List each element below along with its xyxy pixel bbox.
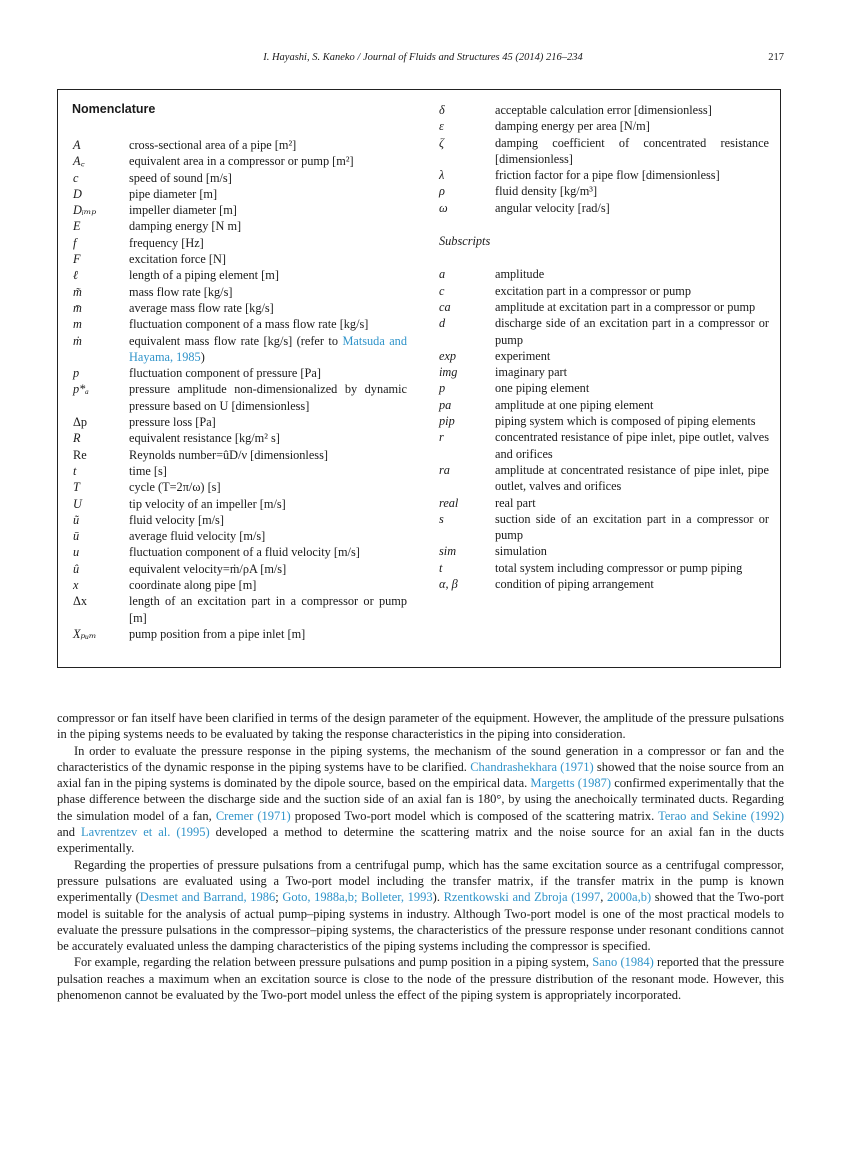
nomenclature-row: c speed of sound [m/s] bbox=[73, 170, 232, 185]
nomenclature-row: Xₚᵤₘ pump position from a pipe inlet [m] bbox=[73, 626, 306, 641]
nomenclature-row: A cross-sectional area of a pipe [m²] bbox=[73, 138, 297, 152]
citation-link[interactable]: Sano (1984) bbox=[592, 955, 654, 970]
page-number: 217 bbox=[768, 52, 784, 63]
subscript-row: d discharge side of an excitation part in a compressor or pump bbox=[439, 316, 769, 347]
greek-row: ε damping energy per area [N/m] bbox=[439, 119, 650, 134]
nomenclature-row: F excitation force [N] bbox=[73, 252, 226, 267]
citation-link[interactable]: Chandrashekhara (1971) bbox=[470, 759, 594, 774]
citation-link[interactable]: 2000a,b) bbox=[607, 890, 652, 905]
subscript-row: ra amplitude at concentrated resistance of pipe inlet, pipe outlet, valves and orifices bbox=[439, 462, 769, 494]
subscript-row: exp experiment bbox=[439, 348, 551, 363]
nomenclature-title: Nomenclature bbox=[72, 102, 156, 116]
nomenclature-row: û equivalent velocity=ṁ/ρA [m/s] bbox=[73, 561, 287, 576]
greek-row: λ friction factor for a pipe flow [dimensionless] bbox=[439, 168, 720, 183]
citation-link[interactable]: Terao and Sekine (1992) bbox=[658, 808, 785, 823]
reference-link[interactable]: Matsuda and Hayama, 1985 bbox=[129, 333, 407, 364]
subscript-row: r concentrated resistance of pipe inlet, pipe outlet, valves and orifices bbox=[439, 430, 769, 461]
greek-row: ω angular velocity [rad/s] bbox=[439, 200, 610, 215]
subscript-row: a amplitude bbox=[439, 267, 545, 282]
nomenclature-row: Δp pressure loss [Pa] bbox=[73, 415, 216, 430]
subscript-row: img imaginary part bbox=[439, 365, 568, 380]
paragraph: For example, regarding the relation between pressure pulsations and pump position in a piping system, Sano (1984) reported that the pressure pulsation reaches a maximum when an excitation source is close to the node of the pressure distribution of the resonant mode. However, this phenomenon cannot be evaluated by the Two-port model unless the effect of the piping system is appropriately incorporated. bbox=[57, 955, 785, 1003]
nomenclature-row: m fluctuation component of a mass flow rate [kg/s] bbox=[73, 317, 369, 332]
nomenclature-row: Re Reynolds number=ûD/ν [dimensionless] bbox=[73, 447, 328, 462]
subscript-row: t total system including compressor or pump piping bbox=[439, 560, 743, 575]
nomenclature-row: ū average fluid velocity [m/s] bbox=[73, 529, 266, 544]
citation-link[interactable]: Desmet and Barrand, 1986 bbox=[139, 890, 276, 905]
nomenclature-row: t time [s] bbox=[73, 463, 167, 478]
running-title: I. Hayashi, S. Kaneko / Journal of Fluids and Structures 45 (2014) 216–234 bbox=[263, 52, 583, 63]
subscript-row: α, β condition of piping arrangement bbox=[439, 577, 654, 592]
nomenclature-row: ũ fluid velocity [m/s] bbox=[73, 512, 224, 527]
nomenclature-row: x coordinate along pipe [m] bbox=[73, 578, 257, 593]
nomenclature-row: m̃ mass flow rate [kg/s] bbox=[73, 284, 233, 299]
nomenclature-row: Δx length of an excitation part in a compressor or pump [m] bbox=[73, 594, 407, 625]
subscripts-heading: Subscripts bbox=[439, 234, 491, 249]
subscript-row: p one piping element bbox=[439, 381, 590, 396]
subscript-row: s suction side of an excitation part in a compressor or pump bbox=[439, 511, 769, 543]
citation-link[interactable]: Lavrentzev et al. (1995) bbox=[81, 825, 210, 840]
nomenclature-row: u fluctuation component of a fluid velocity [m/s] bbox=[73, 545, 360, 560]
nomenclature-row: D pipe diameter [m] bbox=[73, 186, 218, 201]
subscript-row: real real part bbox=[439, 495, 536, 510]
nomenclature-row: U tip velocity of an impeller [m/s] bbox=[73, 496, 286, 511]
nomenclature-row: R equivalent resistance [kg/m² s] bbox=[73, 431, 280, 446]
nomenclature-row: ṁ equivalent mass flow rate [kg/s] (refer to Matsuda and Hayama, 1985) bbox=[73, 333, 407, 364]
greek-row: ζ damping coefficient of concentrated resistance [dimensionless] bbox=[439, 135, 769, 166]
nomenclature-row: ℓ length of a piping element [m] bbox=[73, 268, 279, 283]
nomenclature-right-column bbox=[439, 102, 769, 592]
citation-link[interactable]: Cremer (1971) bbox=[215, 808, 291, 823]
subscript-row: pa amplitude at one piping element bbox=[439, 397, 654, 412]
paragraph: compressor or fan itself have been clarified in terms of the design parameter of the equipment. However, the amplitude of the pressure pulsations in the piping systems needs to be evaluated by taking the response characteristics in the piping into consideration. bbox=[57, 711, 784, 742]
subscript-row: c excitation part in a compressor or pump bbox=[439, 283, 692, 298]
nomenclature-row: p*ₐ pressure amplitude non-dimensionalized by dynamic pressure based on U [dimensionless] bbox=[73, 382, 407, 413]
nomenclature-left-column bbox=[73, 137, 407, 642]
citation-link[interactable]: Rzentkowski and Zbroja (1997 bbox=[443, 890, 601, 905]
citation-link[interactable]: Margetts (1987) bbox=[530, 776, 612, 791]
running-header bbox=[0, 52, 846, 68]
nomenclature-row: p fluctuation component of pressure [Pa] bbox=[73, 366, 321, 381]
paragraph: In order to evaluate the pressure response in the piping systems, the mechanism of the sound generation in a compressor or fan and the characteristics of the dynamic response in the piping systems have to be clarified. Chandrashekhara (1971) showed that the noise source from an axial fan in the piping systems is dominated by the dipole source, based on the empirical data. Margetts (1987) confirmed experimentally that the phase difference between the discharge side and the suction side of an axial fan is 180°, by using the anechoically terminated ducts. Regarding the simulation model of a fan, Cremer (1971) proposed Two-port model which is composed of the scattering matrix. Terao and Sekine (1992) and Lavrentzev et al. (1995) developed a method to determine the scattering matrix and the noise source for an axial fan in the ducts experimentally. bbox=[57, 743, 785, 856]
nomenclature-row: E damping energy [N m] bbox=[73, 219, 242, 234]
nomenclature-row: f frequency [Hz] bbox=[73, 235, 204, 250]
nomenclature-row: T cycle (T=2π/ω) [s] bbox=[73, 480, 221, 495]
article-body bbox=[57, 710, 784, 1003]
nomenclature-row: m̄ average mass flow rate [kg/s] bbox=[73, 300, 274, 315]
nomenclature-row: Dᵢₘₚ impeller diameter [m] bbox=[73, 203, 237, 218]
nomenclature-row: A꜀ equivalent area in a compressor or pump [m²] bbox=[73, 154, 354, 169]
citation-link[interactable]: Goto, 1988a,b; Bolleter, 1993 bbox=[282, 890, 433, 905]
paragraph: Regarding the properties of pressure pulsations from a centrifugal pump, which has the same excitation source as a centrifugal compressor, pressure pulsations are evaluated using a Two-port model including the transfer matrix, if the transfer matrix in the pump is known experimentally (Desmet and Barrand, 1986; Goto, 1988a,b; Bolleter, 1993). Rzentkowski and Zbroja (1997, 2000a,b) showed that the Two-port model is suitable for the analysis of actual pump–piping systems in industry. Although Two-port model is one of the most practical models to evaluate the pressure pulsations in the compressor–piping systems, the characteristics of the pressure response under resonant conditions cannot be accurately evaluated unless the damping characteristics of the piping systems including the compressor is specified. bbox=[57, 857, 784, 954]
greek-row: ρ fluid density [kg/m³] bbox=[439, 184, 598, 199]
subscript-row: pip piping system which is composed of piping elements bbox=[439, 414, 756, 429]
greek-row: δ acceptable calculation error [dimensionless] bbox=[439, 103, 712, 117]
subscript-row: sim simulation bbox=[439, 544, 547, 559]
subscript-row: ca amplitude at excitation part in a compressor or pump bbox=[439, 299, 756, 314]
